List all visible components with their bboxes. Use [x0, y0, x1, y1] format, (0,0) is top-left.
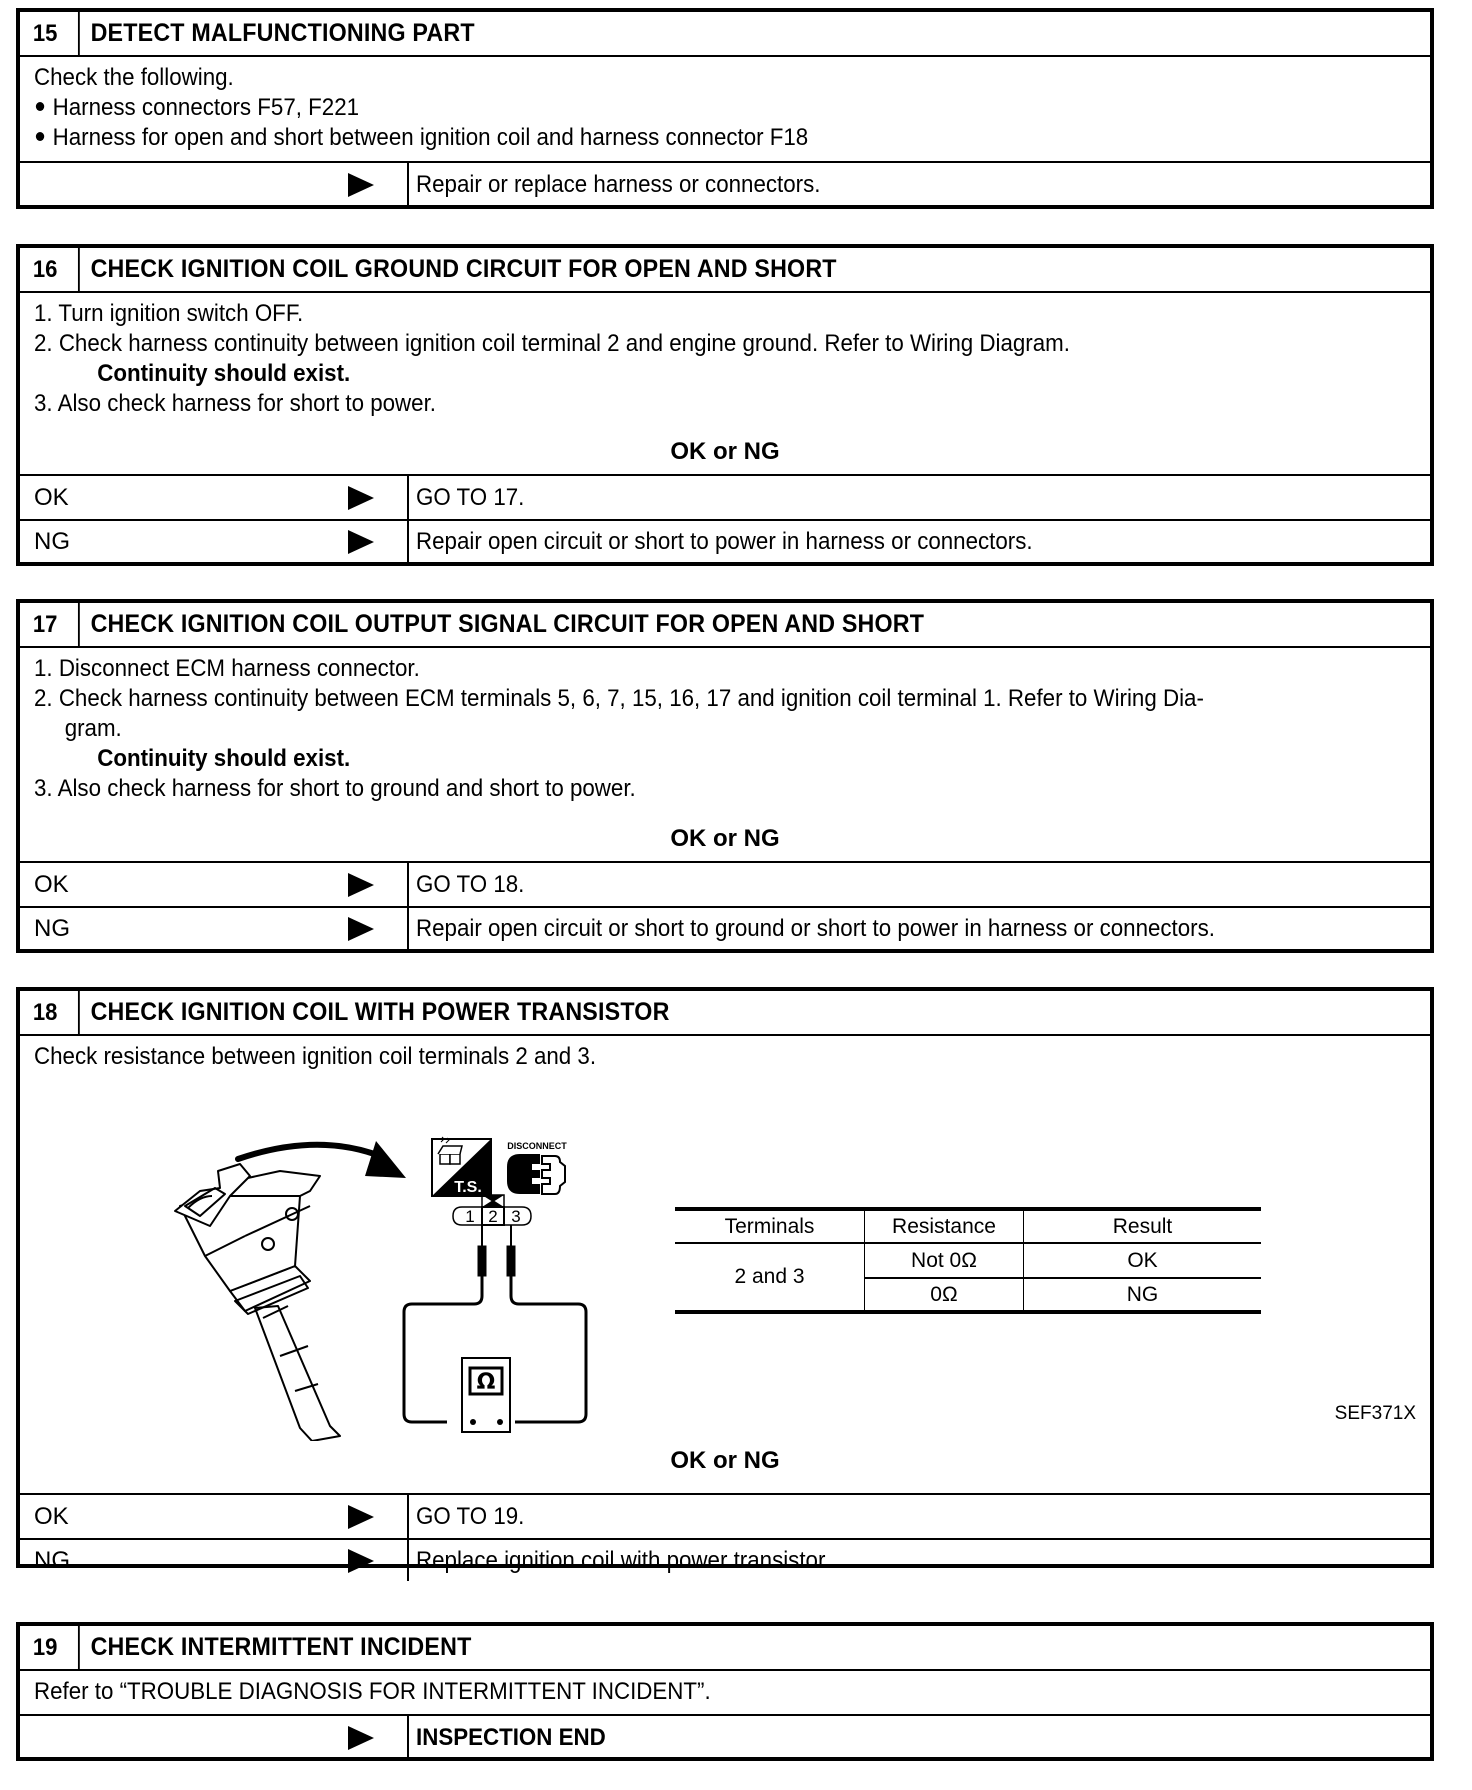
result-condition: OK — [20, 1495, 409, 1538]
step-16 — [16, 244, 1434, 566]
step-body — [20, 1671, 1430, 1716]
instruction-line: 3. Also check harness for short to ground and short to power. — [34, 775, 636, 802]
bullet-icon — [36, 102, 44, 111]
result-condition — [20, 1716, 409, 1759]
result-value: OK — [1127, 1248, 1158, 1272]
resistance-spec-table — [675, 1207, 1261, 1314]
header-resistance: Resistance — [865, 1209, 1024, 1243]
result-action: GO TO 18. — [416, 870, 525, 898]
result-action: GO TO 17. — [416, 483, 525, 511]
instruction-line: 2. Check harness continuity between ECM terminals 5, 6, 7, 15, 16, 17 and ignition coil terminal 1. Refer to Wiring Dia- — [34, 685, 1204, 712]
step-title: CHECK IGNITION COIL OUTPUT SIGNAL CIRCUIT FOR OPEN AND SHORT — [90, 610, 925, 638]
result-action: Repair open circuit or short to power in harness or connectors. — [416, 527, 1033, 555]
instruction-line: 1. Turn ignition switch OFF. — [34, 300, 304, 327]
result-row — [20, 163, 1430, 206]
arrow-right-icon — [348, 873, 374, 897]
pin-1: 1 — [465, 1207, 475, 1226]
spec-note: Continuity should exist. — [97, 360, 351, 387]
ohm-symbol: Ω — [476, 1370, 496, 1395]
result-action: GO TO 19. — [416, 1502, 525, 1530]
result-condition: NG — [20, 908, 409, 949]
result-value: NG — [1126, 1282, 1159, 1306]
result-action: Replace ignition coil with power transistor. — [416, 1546, 831, 1574]
step-number: 16 — [20, 248, 80, 291]
spec-table-header — [675, 1209, 1261, 1243]
instruction-line: 2. Check harness continuity between ignition coil terminal 2 and engine ground. Refer to Wiring Diagram. — [34, 330, 1070, 357]
result-action: Repair or replace harness or connectors. — [416, 170, 821, 198]
pin-2: 2 — [488, 1207, 498, 1226]
spec-table-row — [675, 1243, 1261, 1278]
connector-terminals — [453, 1195, 531, 1226]
step-body — [20, 293, 1430, 476]
step-body — [20, 57, 1430, 163]
step-number: 19 — [20, 1626, 80, 1669]
step-intro: Refer to “TROUBLE DIAGNOSIS FOR INTERMITTENT INCIDENT”. — [34, 1678, 711, 1705]
resistance-value: 0Ω — [865, 1278, 1024, 1312]
result-action: INSPECTION END — [416, 1723, 606, 1751]
ok-or-ng-prompt: OK or NG — [670, 825, 780, 852]
step-header — [20, 12, 1430, 57]
result-row — [20, 1716, 1430, 1759]
bullet-item: Harness connectors F57, F221 — [34, 93, 1319, 123]
result-condition — [20, 163, 409, 206]
arrow-right-icon — [348, 530, 374, 554]
step-18 — [16, 987, 1434, 1574]
header-terminals: Terminals — [675, 1209, 865, 1243]
instruction-line: 3. Also check harness for short to power. — [34, 390, 436, 417]
step-intro: Check the following. — [34, 64, 234, 91]
spec-note: Continuity should exist. — [97, 745, 351, 772]
result-row-ok — [20, 476, 1430, 519]
arrow-right-icon — [348, 917, 374, 941]
figure-code: SEF371X — [1334, 1403, 1416, 1424]
step-title: DETECT MALFUNCTIONING PART — [90, 19, 475, 47]
step-body — [20, 648, 1430, 863]
instruction-line: gram. — [64, 715, 122, 742]
step-header — [20, 603, 1430, 648]
result-row-ok — [20, 863, 1430, 906]
result-condition: NG — [20, 521, 409, 562]
arrow-right-icon — [348, 1505, 374, 1529]
resistance-value: Not 0Ω — [865, 1243, 1024, 1278]
step-number: 18 — [20, 991, 80, 1034]
terminals-value: 2 and 3 — [675, 1243, 865, 1312]
step-body — [20, 1036, 1430, 1495]
result-row-ng — [20, 519, 1430, 562]
step-15 — [16, 8, 1434, 209]
pin-3: 3 — [511, 1207, 521, 1226]
step-17 — [16, 599, 1434, 953]
result-condition: NG — [20, 1540, 409, 1581]
ok-or-ng-prompt: OK or NG — [670, 438, 780, 465]
pointer-arrow — [238, 1145, 385, 1159]
ts-label: T.S. — [454, 1179, 482, 1196]
bullet-icon — [36, 132, 44, 141]
result-row-ok — [20, 1495, 1430, 1538]
step-header — [20, 248, 1430, 293]
result-action: Repair open circuit or short to ground or short to power in harness or connectors. — [416, 914, 1215, 942]
result-condition: OK — [20, 863, 409, 906]
ohmmeter-icon — [462, 1358, 510, 1432]
arrow-head-icon — [365, 1141, 406, 1178]
result-row-ng — [20, 1538, 1430, 1581]
step-header — [20, 1626, 1430, 1671]
step-19 — [16, 1622, 1434, 1761]
arrow-right-icon — [348, 1726, 374, 1750]
ok-or-ng-prompt: OK or NG — [670, 1447, 780, 1474]
step-number: 17 — [20, 603, 80, 646]
arrow-right-icon — [348, 486, 374, 510]
arrow-right-icon — [348, 173, 374, 197]
bullet-item: Harness for open and short between ignition coil and harness connector F18 — [34, 123, 1319, 153]
step-title: CHECK IGNITION COIL GROUND CIRCUIT FOR OPEN AND SHORT — [90, 255, 837, 283]
disconnect-label: DISCONNECT — [507, 1141, 567, 1151]
ignition-coil-diagram — [160, 1096, 600, 1441]
step-title: CHECK IGNITION COIL WITH POWER TRANSISTOR — [90, 998, 670, 1026]
disconnect-icon — [507, 1141, 567, 1194]
ts-icon — [432, 1137, 491, 1196]
step-number: 15 — [20, 12, 80, 55]
result-condition: OK — [20, 476, 409, 519]
arrow-right-icon — [348, 1549, 374, 1573]
step-header — [20, 991, 1430, 1036]
step-intro: Check resistance between ignition coil terminals 2 and 3. — [34, 1043, 597, 1070]
result-row-ng — [20, 906, 1430, 949]
header-result: Result — [1112, 1214, 1173, 1238]
instruction-line: 1. Disconnect ECM harness connector. — [34, 655, 420, 682]
ignition-coil-illustration — [175, 1164, 340, 1441]
step-title: CHECK INTERMITTENT INCIDENT — [90, 1633, 472, 1661]
